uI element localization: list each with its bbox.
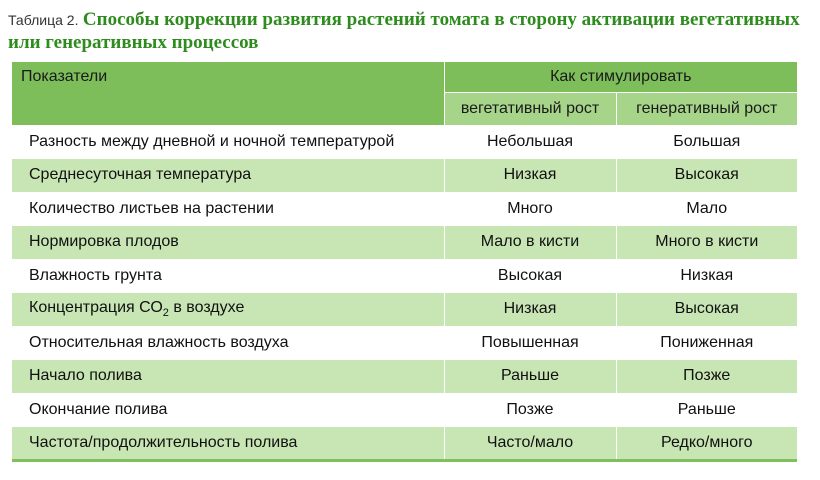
row-indicator: Нормировка плодов	[29, 233, 179, 251]
caption-title: Способы коррекции развития растений томата в сторону активации вегетативных или генеративных процессов	[8, 9, 800, 53]
table-row	[12, 393, 797, 427]
table-row	[12, 427, 797, 461]
header-how-to-stimulate: Как стимулировать	[444, 62, 797, 92]
row-indicator	[12, 293, 444, 327]
row-indicator: Частота/продолжительность полива	[29, 433, 298, 451]
caption-prefix: Таблица 2.	[8, 12, 79, 28]
table-row	[12, 259, 797, 293]
row-indicator-part: в воздухе	[168, 299, 245, 317]
header-vegetative: вегетативный рост	[444, 92, 616, 125]
row-indicator: Разность между дневной и ночной температурой	[29, 132, 395, 150]
row-indicator: Влажность грунта	[29, 266, 162, 284]
row-vegetative: Часто/мало	[444, 427, 616, 461]
table-row	[12, 360, 797, 394]
table-row	[12, 293, 797, 327]
row-generative: Большая	[673, 132, 741, 150]
table-row	[12, 192, 797, 226]
row-indicator: Относительная влажность воздуха	[29, 333, 289, 351]
row-generative: Высокая	[674, 300, 739, 318]
correction-table	[12, 62, 797, 462]
row-vegetative: Мало в кисти	[444, 226, 616, 260]
table-row	[12, 159, 797, 193]
row-generative: Мало	[686, 199, 728, 217]
table-row	[12, 226, 797, 260]
table-header-row	[12, 62, 797, 92]
row-indicator: Начало полива	[29, 367, 142, 385]
row-vegetative: Низкая	[444, 293, 616, 327]
table-row	[12, 125, 797, 159]
row-generative: Высокая	[674, 166, 739, 184]
row-indicator: Среднесуточная температура	[29, 166, 252, 184]
row-vegetative: Позже	[444, 393, 616, 427]
header-indicators: Показатели	[12, 62, 444, 125]
row-generative: Много в кисти	[655, 233, 759, 251]
row-indicator: Количество листьев на растении	[29, 199, 274, 217]
co2-subscript: 2	[162, 307, 169, 320]
row-generative: Низкая	[680, 266, 734, 284]
row-generative: Позже	[683, 367, 731, 385]
row-generative: Редко/много	[661, 433, 753, 451]
row-vegetative: Много	[444, 192, 616, 226]
table-row	[12, 326, 797, 360]
table-caption	[8, 9, 813, 55]
row-generative: Пониженная	[660, 333, 754, 351]
row-vegetative: Низкая	[444, 159, 616, 193]
row-vegetative: Высокая	[444, 259, 616, 293]
header-generative: генеративный рост	[636, 99, 778, 117]
row-generative: Раньше	[677, 400, 736, 418]
row-indicator: Окончание полива	[29, 400, 168, 418]
row-vegetative: Раньше	[444, 360, 616, 394]
row-vegetative: Повышенная	[444, 326, 616, 360]
row-vegetative: Небольшая	[444, 125, 616, 159]
row-indicator-part: Концентрация СО	[29, 299, 163, 317]
